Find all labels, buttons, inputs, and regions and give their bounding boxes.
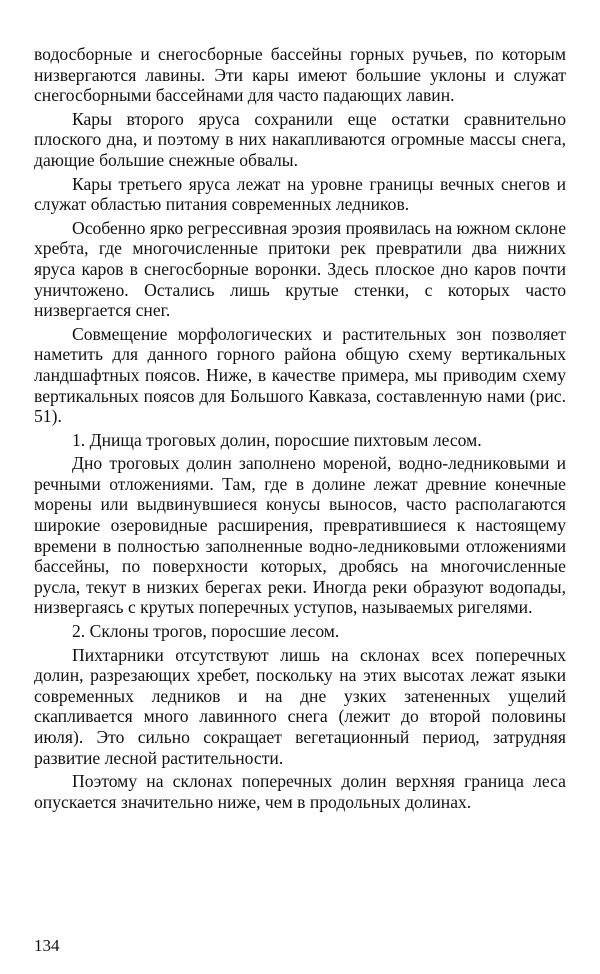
paragraph-forest-boundary: Поэтому на склонах поперечных долин верхняя граница леса опускается значительно ниже, чем в продольных долинах. (34, 771, 566, 812)
list-item-trough-slopes: 2. Склоны трогов, поросшие лесом. (72, 621, 340, 642)
page-number: 134 (34, 936, 60, 955)
paragraph-cirques-continuation: водосборные и снегосборные бассейны горных ручьев, по которым низвергаются лавины. Эти кары имеют большие уклоны и служат снегосборными бассейнами для часто падающих лавин. (34, 44, 566, 106)
paragraph-vertical-zones: Совмещение морфологических и растительных зон позволяет наметить для данного горного района общую схему вертикальных ландшафтных поясов. Ниже, в качестве примера, мы приводим схему вертикальных поясов для Большого Кавказа, составленную нами (рис. 51). (34, 323, 566, 427)
paragraph-second-tier-cirques: Кары второго яруса сохранили еще остатки сравнительно плоского дна, и поэтому в них накапливаются огромные массы снега, дающие большие снежные обвалы. (34, 108, 566, 170)
paragraph-third-tier-cirques: Кары третьего яруса лежат на уровне границы вечных снегов и служат областью питания современных ледников. (34, 173, 566, 215)
paragraph-fir-forests: Пихтарники отсутствуют лишь на склонах всех поперечных долин, разрезающих хребет, поскольку на этих высотах лежат языки современных ледников и на дне узких затененных ущелий скапливается много лавинного снега (лежит до второй половины июля). Это сильно сокращает вегетационный период, затрудняя развитие лесной растительности. (34, 644, 566, 768)
paragraph-trough-floor-deposits: Дно троговых долин заполнено мореной, водно-ледниковыми и речными отложениями. Там, где в долине лежат древние конечные морены или выдвинувшиеся конусы выносов, часто располагаются широкие озеровидные расширения, превратившиеся к настоящему времени в полностью заполненные водно-ледниковыми отложениями бассейны, по поверхности которых, дробясь на многочисленные русла, текут в низких берегах реки. Иногда реки образуют водопады, низвергаясь с крутых поперечных уступов, называемых ригелями. (34, 453, 566, 618)
page-text (34, 44, 566, 815)
paragraph-regressive-erosion: Особенно ярко регрессивная эрозия проявилась на южном склоне хребта, где многочисленные притоки рек превратили два нижних яруса каров в снегосборные воронки. Здесь плоское дно каров почти уничтожено. Остались лишь крутые стенки, с которых часто низвергается снег. (34, 217, 566, 321)
list-item-trough-floors: 1. Днища троговых долин, поросшие пихтовым лесом. (72, 429, 482, 450)
